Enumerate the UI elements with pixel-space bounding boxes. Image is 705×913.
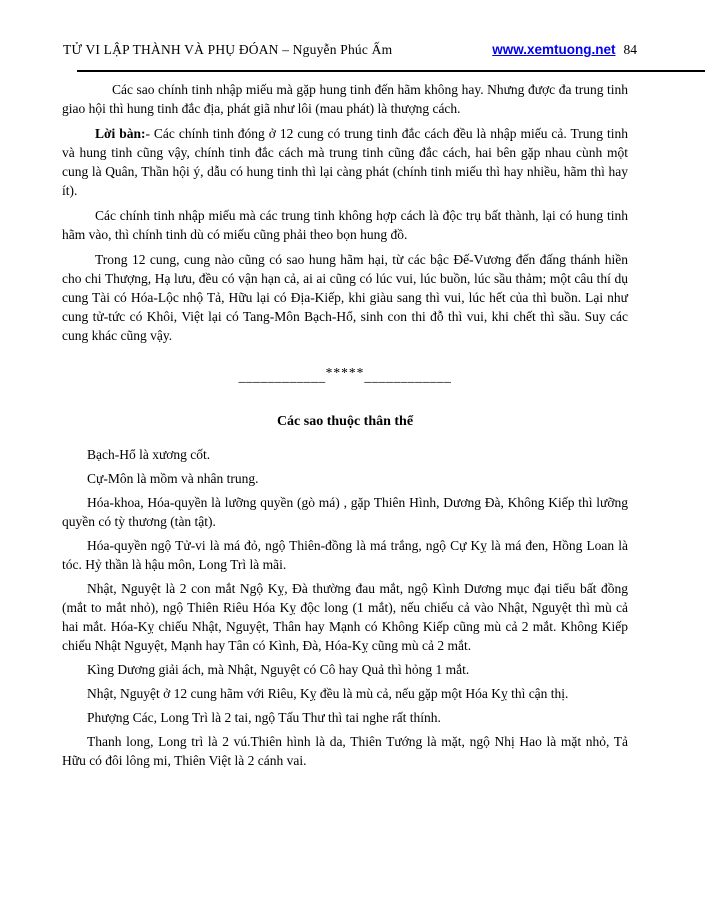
separator-line-right: ____________: [364, 369, 452, 384]
page-number: 84: [623, 42, 637, 57]
body-part-item-bach-ho: Bạch-Hổ là xương cốt.: [87, 447, 211, 462]
loi-ban-label: Lời bàn:: [95, 126, 146, 141]
header-right-group: [492, 42, 637, 58]
section-heading: Các sao thuộc thân thể: [276, 414, 414, 429]
body-part-item-king-duong: Kìng Dương giải ách, mà Nhật, Nguyệt có Cô hay Quả thì hỏng 1 mắt.: [87, 662, 470, 677]
paragraph-opening: Các sao chính tinh nhập miếu mà gặp hung tinh đến hãm không hay. Nhưng được đa trung tinh giao hội thì hung tinh đắc địa, phát giã như lôi (mau phát) là thượng cách.: [62, 82, 628, 116]
loi-ban-text: - Các chính tinh đóng ở 12 cung có trung tinh đắc cách đều là nhập miếu cả. Trung tinh và hung tinh cũng vậy, chính tinh đắc cách mà trung tinh cũng đắc cách, hai bên gặp nhau cùnh một cung là Quân, Thần hội ý, dẫu có hung tinh thì lại càng phát (chính tinh miếu thì hay nhiều, hãm thì hay ít).: [62, 126, 628, 198]
separator-stars: *****: [325, 365, 365, 380]
separator-line-left: ____________: [238, 369, 326, 384]
document-body: [62, 80, 628, 775]
document-header-title: TỬ VI LẬP THÀNH VÀ PHỤ ĐÓAN – Nguyễn Phúc Ấm: [63, 42, 393, 57]
paragraph-trong-12-cung: Trong 12 cung, cung nào cũng có sao hung hãm hại, từ các bậc Đế-Vương đến đấng thánh hiền cho chi Thượng, Hạ lưu, đều có vận hạn cả, ai ai cũng có lúc vui, lúc buồn, lúc sầu thảm; một câu thí dụ cung Tài có Hóa-Lộc nhộ Tả, Hữu lại có Địa-Kiếp, khi giàu sang thì vui, lúc hết của thì buồn. Lại như cung tử-tức có Khôi, Việt lại có Tang-Môn Bạch-Hổ, sinh con thi đỗ thì vui, khi chết thì sầu. Suy các cung khác cũng vậy.: [62, 252, 628, 343]
body-part-item-phuong-cac: Phượng Các, Long Trì là 2 tai, ngộ Tấu Thư thì tai nghe rất thính.: [87, 710, 441, 725]
body-part-item-cu-mon: Cự-Môn là mồm và nhân trung.: [87, 471, 259, 486]
section-separator: [62, 367, 628, 386]
body-part-item-nhat-nguyet: Nhật, Nguyệt là 2 con mắt Ngộ Kỵ, Đà thường đau mắt, ngộ Kình Dương mục đại tiểu bất đồng (mắt to mắt nhỏ), ngộ Thiên Riêu Hóa Kỵ độc long (1 mắt), nếu chiếu cả vào Nhật, Nguyệt thì mù cả hai mắt. Hóa-Kỵ chiếu Nhật, Nguyệt, Thân hay Mạnh có Không Kiếp cũng mù cả 2 mắt. Không Kiếp chiếu Nhật Nguyệt, Mạnh hay Tân có Kình, Đà, Hóa-Kỵ cũng mù cả 2 mắt.: [62, 581, 628, 653]
body-part-item-thanh-long: Thanh long, Long trì là 2 vú.Thiên hình là da, Thiên Tướng là mặt, ngộ Nhị Hao là mặt nhỏ, Tả Hữu có đôi lông mi, Thiên Việt là 2 cánh vai.: [62, 734, 628, 768]
website-link[interactable]: www.xemtuong.net: [492, 42, 616, 57]
paragraph-loi-ban: [62, 124, 628, 200]
body-part-item-hoa-khoa: Hóa-khoa, Hóa-quyền là lưỡng quyền (gò má) , gặp Thiên Hình, Dương Đà, Không Kiếp thì lưỡng quyền có tỳ thương (tàn tật).: [62, 495, 628, 529]
page-header: [63, 42, 637, 58]
paragraph-doc-tru: Các chính tinh nhập miếu mà các trung tinh không hợp cách là độc trụ bất thành, lại có hung tinh hãm vào, thì chính tinh dù có miếu cũng phải theo bọn hung đồ.: [62, 208, 628, 242]
body-part-item-hoa-quyen: Hóa-quyền ngộ Tử-vi là má đỏ, ngộ Thiên-đồng là má trắng, ngộ Cự Kỵ là má đen, Hồng Loan là tóc. Hỷ thần là hậu môn, Long Trì là mãi.: [62, 538, 628, 572]
body-part-item-nhat-nguyet-12-cung: Nhật, Nguyệt ở 12 cung hãm với Riêu, Kỵ đều là mù cả, nếu gặp một Hóa Kỵ thì cận thị.: [87, 686, 569, 701]
header-divider: [77, 70, 705, 72]
